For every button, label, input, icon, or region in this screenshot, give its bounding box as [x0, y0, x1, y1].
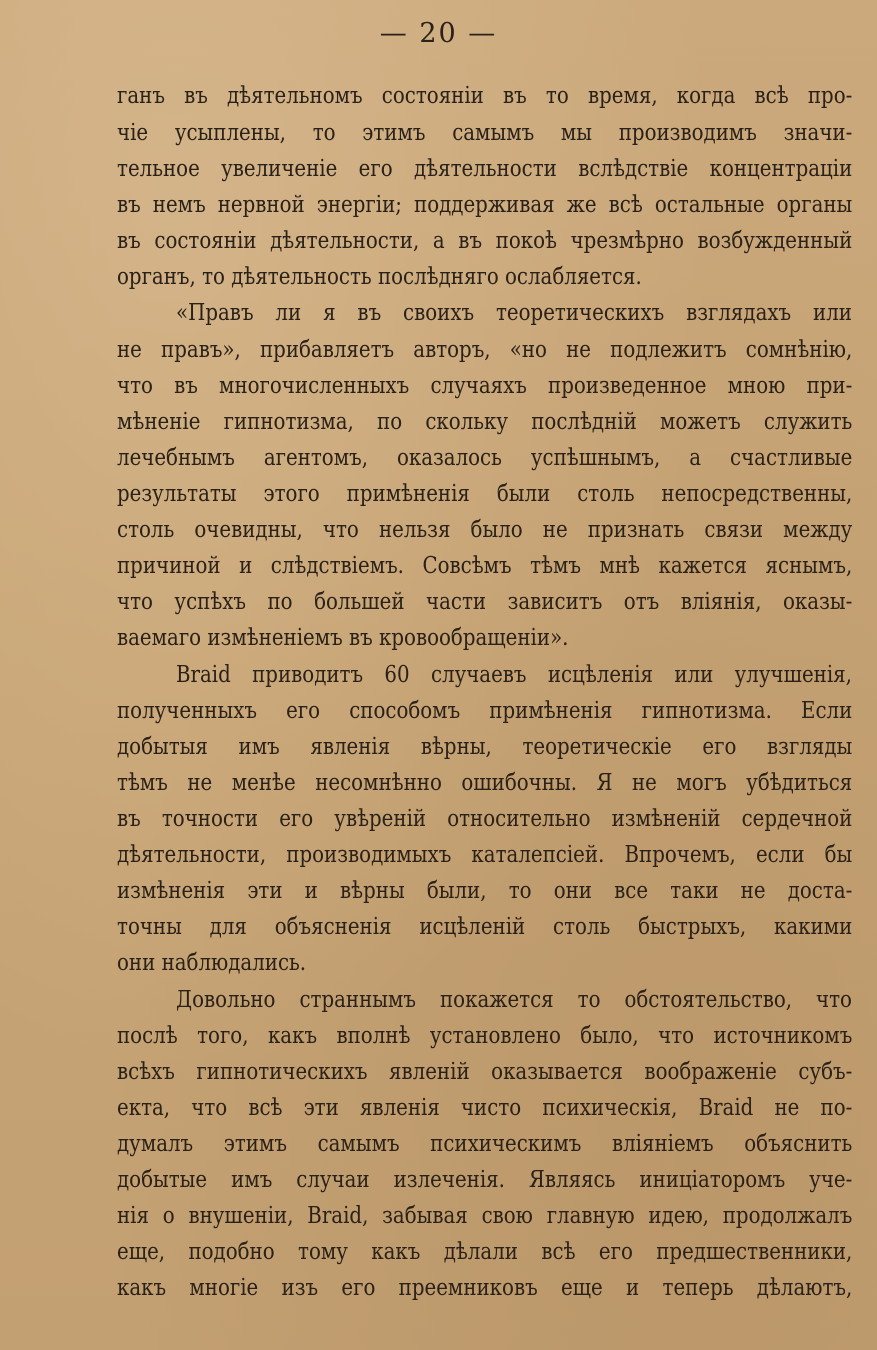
text-line: полученныхъ его способомъ примѣненія гипнотизма. Если — [117, 698, 853, 724]
text-line: чіе усыплены, то этимъ самымъ мы производимъ значи- — [117, 120, 853, 146]
text-line: Braid приводитъ 60 случаевъ исцѣленія или улучшенія, — [176, 662, 852, 688]
text-line: мѣненіе гипнотизма, по скольку послѣдній можетъ служить — [117, 409, 853, 435]
text-line: послѣ того, какъ вполнѣ установлено было, что источникомъ — [117, 1023, 853, 1049]
text-line: результаты этого примѣненія были столь непосредственны, — [117, 481, 853, 507]
text-line: столь очевидны, что нельзя было не признать связи между — [117, 517, 853, 543]
text-line: не правъ», прибавляетъ авторъ, «но не подлежитъ сомнѣнію, — [117, 337, 853, 363]
text-line: думалъ этимъ самымъ психическимъ вліяніемъ объяснить — [117, 1131, 853, 1157]
text-line: добытыя имъ явленія вѣрны, теоретическіе его взгляды — [117, 734, 853, 760]
text-line: ганъ въ дѣятельномъ состояніи въ то время, когда всѣ про- — [117, 83, 853, 109]
text-line: въ состояніи дѣятельности, а въ покоѣ чрезмѣрно возбужденный — [117, 228, 853, 254]
text-line: еще, подобно тому какъ дѣлали всѣ его предшественники, — [117, 1239, 853, 1265]
text-line: они наблюдались. — [117, 950, 307, 976]
page-number-header: — 20 — — [379, 18, 498, 49]
text-line: «Правъ ли я въ своихъ теоретическихъ взглядахъ или — [176, 300, 852, 326]
text-line: тельное увеличеніе его дѣятельности вслѣдствіе концентраціи — [117, 156, 853, 182]
text-line: измѣненія эти и вѣрны были, то они все таки не доста- — [117, 878, 853, 904]
text-line: ваемаго измѣненіемъ въ кровообращеніи». — [117, 625, 569, 651]
text-line: всѣхъ гипнотическихъ явленій оказывается воображеніе субъ- — [117, 1059, 853, 1085]
text-line: добытые имъ случаи излеченія. Являясь иниціаторомъ уче- — [117, 1167, 853, 1193]
text-line: что въ многочисленныхъ случаяхъ произведенное мною при- — [117, 373, 853, 399]
text-line: точны для объясненія исцѣленій столь быстрыхъ, какими — [117, 914, 853, 940]
text-line: тѣмъ не менѣе несомнѣнно ошибочны. Я не могъ убѣдиться — [117, 770, 853, 796]
text-line: органъ, то дѣятельность послѣдняго ослабляется. — [117, 264, 642, 290]
text-line: какъ многіе изъ его преемниковъ еще и теперь дѣлаютъ, — [117, 1275, 853, 1301]
text-line: причиной и слѣдствіемъ. Совсѣмъ тѣмъ мнѣ кажется яснымъ, — [117, 553, 853, 579]
text-line: въ немъ нервной энергіи; поддерживая же всѣ остальные органы — [117, 192, 853, 218]
text-line: въ точности его увѣреній относительно измѣненій сердечной — [117, 806, 853, 832]
text-line: лечебнымъ агентомъ, оказалось успѣшнымъ, а счастливые — [117, 445, 853, 471]
text-line: Довольно страннымъ покажется то обстоятельство, что — [176, 987, 852, 1013]
text-line: нія о внушеніи, Braid, забывая свою главную идею, продолжалъ — [117, 1203, 853, 1229]
text-line: что успѣхъ по большей части зависитъ отъ вліянія, оказы- — [117, 589, 853, 615]
text-line: дѣятельности, производимыхъ каталепсіей. Впрочемъ, если бы — [117, 842, 853, 868]
text-line: екта, что всѣ эти явленія чисто психическія, Braid не по- — [117, 1095, 853, 1121]
